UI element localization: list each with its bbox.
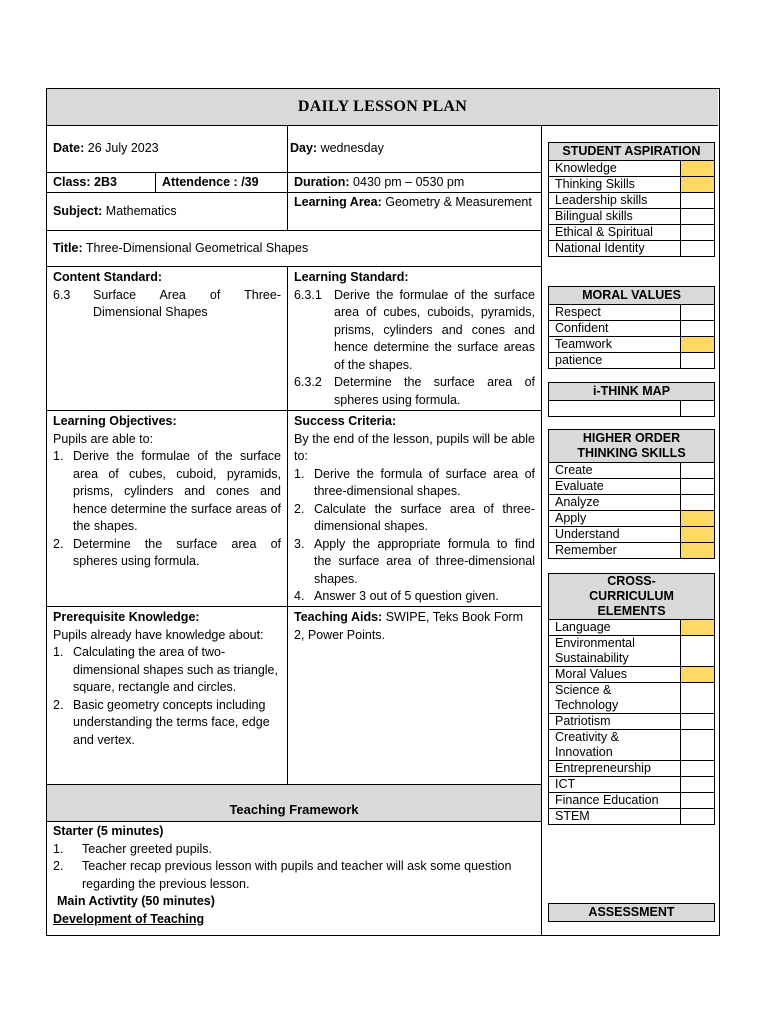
- checkbox-cell: [681, 225, 714, 240]
- main-activity-label: Main Activtity (50 minutes): [57, 894, 215, 908]
- checklist-row: [549, 511, 714, 527]
- teaching-aids-cell: [288, 607, 542, 785]
- checklist-label: STEM: [549, 809, 681, 824]
- learning-standard-label: Learning Standard:: [294, 270, 409, 284]
- checklist-label: Patriotism: [549, 714, 681, 729]
- checkbox-cell: [681, 401, 714, 416]
- learning-objectives-label: Learning Objectives:: [53, 414, 177, 428]
- content-standard-number: 6.3: [53, 287, 71, 302]
- class-label: Class: 2B3: [53, 175, 117, 189]
- list-item: 2. Teacher recap previous lesson with pupils and teacher will ask some question regarding the previous lesson.: [53, 859, 512, 891]
- checkbox-cell: [681, 193, 714, 208]
- title-bar: [47, 89, 718, 126]
- learning-area-value: Geometry & Measurement: [385, 195, 532, 209]
- checkbox-cell: [681, 683, 714, 713]
- moral-values-heading: MORAL VALUES: [549, 287, 714, 305]
- checkbox-cell: [681, 511, 714, 526]
- learning-standard-list: [294, 287, 535, 410]
- checklist-row: [549, 321, 714, 337]
- checklist-row: [549, 463, 714, 479]
- checkbox-cell: [681, 209, 714, 224]
- class-cell: [47, 173, 156, 193]
- lesson-plan-document: [46, 88, 720, 936]
- attendence-value: /39: [241, 175, 259, 189]
- list-item: 2. Calculate the surface area of three-dimensional shapes.: [294, 501, 535, 533]
- checklist-label: Create: [549, 463, 681, 478]
- checklist-row: [549, 225, 714, 241]
- checklist-row: [549, 305, 714, 321]
- date-value: 26 July 2023: [87, 141, 159, 155]
- success-criteria-label: Success Criteria:: [294, 414, 397, 428]
- duration-label: Duration:: [294, 175, 350, 189]
- subject-cell: [47, 193, 288, 231]
- checkbox-cell: [681, 636, 714, 666]
- checklist-row: [549, 161, 714, 177]
- checklist-label: Apply: [549, 511, 681, 526]
- checklist-label: National Identity: [549, 241, 681, 256]
- success-criteria-cell: [288, 411, 542, 607]
- day-cell: [288, 126, 542, 173]
- checklist-row: [549, 527, 714, 543]
- checklist-label: Analyze: [549, 495, 681, 510]
- success-criteria-intro: By the end of the lesson, pupils will be able to:: [294, 431, 535, 463]
- checkbox-cell: [681, 714, 714, 729]
- teaching-framework-heading: Teaching Framework: [47, 785, 542, 822]
- list-item: 3. Apply the appropriate formula to find the surface area of three-dimensional shapes.: [294, 536, 535, 586]
- checklist-label: Moral Values: [549, 667, 681, 682]
- checklist-label: patience: [549, 353, 681, 368]
- learning-objectives-intro: Pupils are able to:: [53, 431, 154, 446]
- list-item: 6.3.1 Derive the formulae of the surface area of cubes, cuboids, pyramids, prisms, cylinders and cones and hence determine the surface areas of the shapes.: [294, 287, 535, 372]
- checklist-label: Environmental Sustainability: [549, 636, 681, 666]
- checklist-label: ICT: [549, 777, 681, 792]
- checklist-row: [549, 636, 714, 667]
- checklist-row: [549, 761, 714, 777]
- student-aspiration-heading: STUDENT ASPIRATION: [549, 143, 714, 161]
- checklist-row: [549, 777, 714, 793]
- prerequisite-label: Prerequisite Knowledge:: [53, 610, 200, 624]
- prerequisite-cell: [47, 607, 288, 785]
- list-item: 1. Teacher greeted pupils.: [53, 841, 212, 856]
- duration-value: 0430 pm – 0530 pm: [353, 175, 465, 189]
- development-label: Development of Teaching: [53, 911, 205, 926]
- checklist-label: Language: [549, 620, 681, 635]
- checklist-label: Science & Technology: [549, 683, 681, 713]
- starter-label: Starter (5 minutes): [53, 824, 164, 838]
- day-value: wednesday: [320, 141, 384, 155]
- checkbox-cell: [681, 543, 714, 558]
- checklist-row: [549, 793, 714, 809]
- checklist-label: Respect: [549, 305, 681, 320]
- ithink-map-heading: i-THINK MAP: [549, 383, 714, 401]
- checklist-label: [549, 401, 681, 416]
- checklist-label: Thinking Skills: [549, 177, 681, 192]
- checklist-row: [549, 209, 714, 225]
- checklist-row: [549, 337, 714, 353]
- checkbox-cell: [681, 463, 714, 478]
- checklist-label: Creativity & Innovation: [549, 730, 681, 760]
- document-title: DAILY LESSON PLAN: [297, 98, 468, 115]
- assessment-heading: ASSESSMENT: [549, 904, 714, 921]
- attendence-label: Attendence :: [162, 175, 238, 189]
- checklist-label: Leadership skills: [549, 193, 681, 208]
- content-standard-text: Surface Area of Three-Dimensional Shapes: [93, 287, 281, 319]
- subject-value: Mathematics: [105, 204, 177, 218]
- checklist-row: [549, 543, 714, 558]
- checklist-row: [549, 809, 714, 824]
- checklist-row: [549, 667, 714, 683]
- checklist-row: [549, 495, 714, 511]
- learning-area-label: Learning Area:: [294, 195, 382, 209]
- checklist-label: Finance Education: [549, 793, 681, 808]
- checklist-label: Confident: [549, 321, 681, 336]
- assessment-box: [548, 903, 715, 922]
- checklist-row: [549, 620, 714, 636]
- checklist-row: [549, 714, 714, 730]
- checklist-label: Knowledge: [549, 161, 681, 176]
- list-item: 1. Derive the formulae of the surface area of cubes, cuboid, pyramids, prisms, cylinders and cones and hence determine the surface areas of the shapes.: [53, 449, 281, 533]
- hots-heading: HIGHER ORDER THINKING SKILLS: [549, 430, 714, 463]
- teaching-aids-label: Teaching Aids:: [294, 610, 383, 624]
- checkbox-cell: [681, 321, 714, 336]
- cross-curriculum-box: [548, 573, 715, 825]
- date-cell: [47, 126, 288, 173]
- checkbox-cell: [681, 793, 714, 808]
- checkbox-cell: [681, 479, 714, 494]
- date-label: Date:: [53, 141, 85, 155]
- learning-standard-cell: [288, 267, 542, 411]
- list-item: 1. Calculating the area of two-dimensional shapes such as triangle, square, rectangle and circles.: [53, 645, 278, 694]
- checkbox-cell: [681, 761, 714, 776]
- duration-cell: [288, 173, 542, 193]
- moral-values-box: [548, 286, 715, 369]
- checklist-row: [549, 479, 714, 495]
- list-item: 4. Answer 3 out of 5 question given.: [294, 589, 499, 603]
- subject-label: Subject:: [53, 204, 103, 218]
- prerequisite-list: [53, 644, 281, 749]
- checklist-label: Remember: [549, 543, 681, 558]
- content-standard-item: [53, 287, 281, 322]
- hots-box: [548, 429, 715, 559]
- success-criteria-list: [294, 466, 535, 606]
- framework-body: [47, 822, 542, 935]
- title-cell: [47, 231, 542, 267]
- ithink-map-box: [548, 382, 715, 417]
- checklist-label: Ethical & Spiritual: [549, 225, 681, 240]
- checklist-row: [549, 730, 714, 761]
- checkbox-cell: [681, 177, 714, 192]
- checklist-label: Bilingual skills: [549, 209, 681, 224]
- checkbox-cell: [681, 809, 714, 824]
- teaching-aids-text: SWIPE, Teks Book Form 2, Power Points.: [294, 610, 523, 642]
- checklist-label: Evaluate: [549, 479, 681, 494]
- content-standard-label: Content Standard:: [53, 270, 163, 284]
- checklist-row: [549, 241, 714, 256]
- checkbox-cell: [681, 337, 714, 352]
- learning-objectives-cell: [47, 411, 288, 607]
- checkbox-cell: [681, 777, 714, 792]
- learning-objectives-list: [53, 448, 281, 571]
- prerequisite-intro: Pupils already have knowledge about:: [53, 627, 264, 642]
- list-item: 2. Basic geometry concepts including understanding the terms face, edge and vertex.: [53, 697, 270, 747]
- list-item: 6.3.2 Determine the surface area of spheres using formula.: [294, 375, 535, 407]
- attendence-cell: [156, 173, 288, 193]
- content-standard-cell: [47, 267, 288, 411]
- checkbox-cell: [681, 667, 714, 682]
- cross-curriculum-heading: CROSS-CURRICULUM ELEMENTS: [549, 574, 714, 620]
- checklist-label: Teamwork: [549, 337, 681, 352]
- checkbox-cell: [681, 620, 714, 635]
- checkbox-cell: [681, 527, 714, 542]
- starter-list: [53, 841, 535, 894]
- checkbox-cell: [681, 730, 714, 760]
- day-label: Day:: [290, 141, 318, 155]
- checklist-row: [549, 401, 714, 416]
- checkbox-cell: [681, 161, 714, 176]
- list-item: 1. Derive the formula of surface area of three-dimensional shapes.: [294, 466, 535, 498]
- student-aspiration-box: [548, 142, 715, 257]
- title-label: Title:: [53, 241, 83, 255]
- checklist-label: Understand: [549, 527, 681, 542]
- checkbox-cell: [681, 495, 714, 510]
- list-item: 2. Determine the surface area of spheres using formula.: [53, 536, 281, 568]
- checkbox-cell: [681, 241, 714, 256]
- checklist-row: [549, 683, 714, 714]
- checklist-row: [549, 193, 714, 209]
- checklist-row: [549, 353, 714, 368]
- checklist-label: Entrepreneurship: [549, 761, 681, 776]
- checkbox-cell: [681, 353, 714, 368]
- learning-area-cell: [288, 193, 542, 231]
- checklist-row: [549, 177, 714, 193]
- title-value: Three-Dimensional Geometrical Shapes: [85, 241, 309, 255]
- checkbox-cell: [681, 305, 714, 320]
